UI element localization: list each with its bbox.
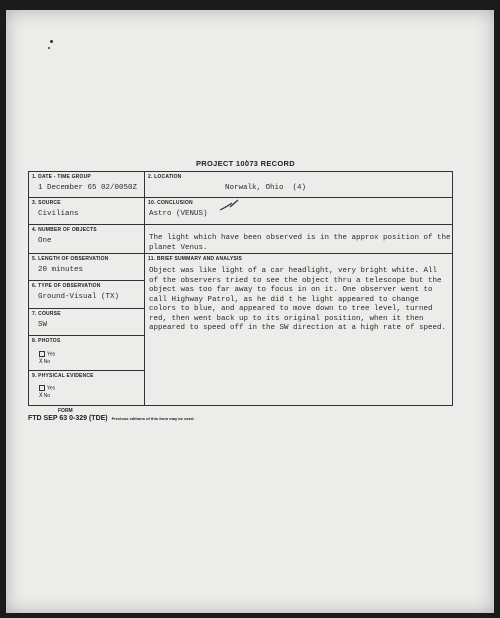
summary-label: 11. BRIEF SUMMARY AND ANALYSIS <box>148 256 243 262</box>
physical-yes-option <box>29 385 144 392</box>
course-cell <box>29 309 145 336</box>
physical-evidence-label: 9. PHYSICAL EVIDENCE <box>32 373 94 379</box>
physical-no-option <box>29 392 144 400</box>
course-label: 7. COURSE <box>32 311 61 317</box>
conclusion-label: 10. CONCLUSION <box>148 200 193 206</box>
length-label: 5. LENGTH OF OBSERVATION <box>32 256 109 262</box>
conclusion-value: Astro (VENUS) <box>149 210 208 218</box>
source-label: 3. SOURCE <box>32 200 61 206</box>
conclusion-note-cell <box>145 225 452 254</box>
date-time-cell <box>29 172 145 198</box>
source-value: Civilians <box>38 210 79 218</box>
photos-label: 8. PHOTOS <box>32 338 61 344</box>
num-objects-label: 4. NUMBER OF OBJECTS <box>32 227 97 233</box>
conclusion-note: The light which have been observed is in the approx position of the planet Venus. <box>149 234 451 252</box>
length-value: 20 minutes <box>38 266 84 274</box>
location-label: 2. LOCATION <box>148 174 182 180</box>
num-objects-value: One <box>38 237 52 245</box>
physical-evidence-cell <box>29 371 145 405</box>
photos-no-option <box>29 358 144 366</box>
photos-no-label: No <box>43 359 51 366</box>
x-mark-icon: X <box>39 392 43 400</box>
dust-speck <box>50 40 53 43</box>
date-time-label: 1. DATE - TIME GROUP <box>32 174 91 180</box>
type-value: Ground-Visual (TX) <box>38 293 120 301</box>
checkbox-icon <box>39 385 45 391</box>
checkbox-icon <box>39 351 45 357</box>
course-value: SW <box>38 321 48 329</box>
footer-note: Previous editions of this form may be used. <box>111 416 195 421</box>
summary-text: Object was like light of a car headlight, very bright white. All of the observers tried to see the object thru a telescope but the object was too far away to focus in on it. One observer went to call Highway Patrol, as he did t he light appeared to change colors to blue, and appeared to move down to tree level, turned red, then went back up to its original position, when it then appeared to speed off in the SW direction at a high rate of speed. <box>149 267 447 332</box>
dust-speck <box>48 47 50 49</box>
type-cell <box>29 281 145 309</box>
photos-yes-label: Yes <box>47 351 56 358</box>
footer-form-id-line <box>28 415 328 422</box>
photos-yes-option <box>29 351 144 358</box>
x-mark-icon: X <box>39 358 43 366</box>
photos-cell <box>29 336 145 371</box>
handwritten-check-mark <box>218 198 242 214</box>
source-cell <box>29 198 145 225</box>
length-cell <box>29 254 145 281</box>
date-time-value: 1 December 65 02/0050Z <box>38 184 138 192</box>
physical-no-label: No <box>43 393 51 400</box>
form-footer <box>28 408 328 422</box>
num-objects-cell <box>29 225 145 254</box>
location-value-line <box>145 180 452 192</box>
location-extra: (4) <box>292 184 307 192</box>
footer-form-word: FORM <box>58 408 73 414</box>
summary-cell <box>145 254 452 405</box>
form-title: PROJECT 10073 RECORD <box>196 159 295 168</box>
location-value: Norwalk, Ohio <box>225 184 284 192</box>
type-label: 6. TYPE OF OBSERVATION <box>32 283 101 289</box>
footer-form-id: FTD SEP 63 0-329 (TDE) <box>28 415 108 422</box>
physical-yes-label: Yes <box>47 385 56 392</box>
conclusion-cell <box>145 198 452 225</box>
location-cell <box>145 172 452 198</box>
